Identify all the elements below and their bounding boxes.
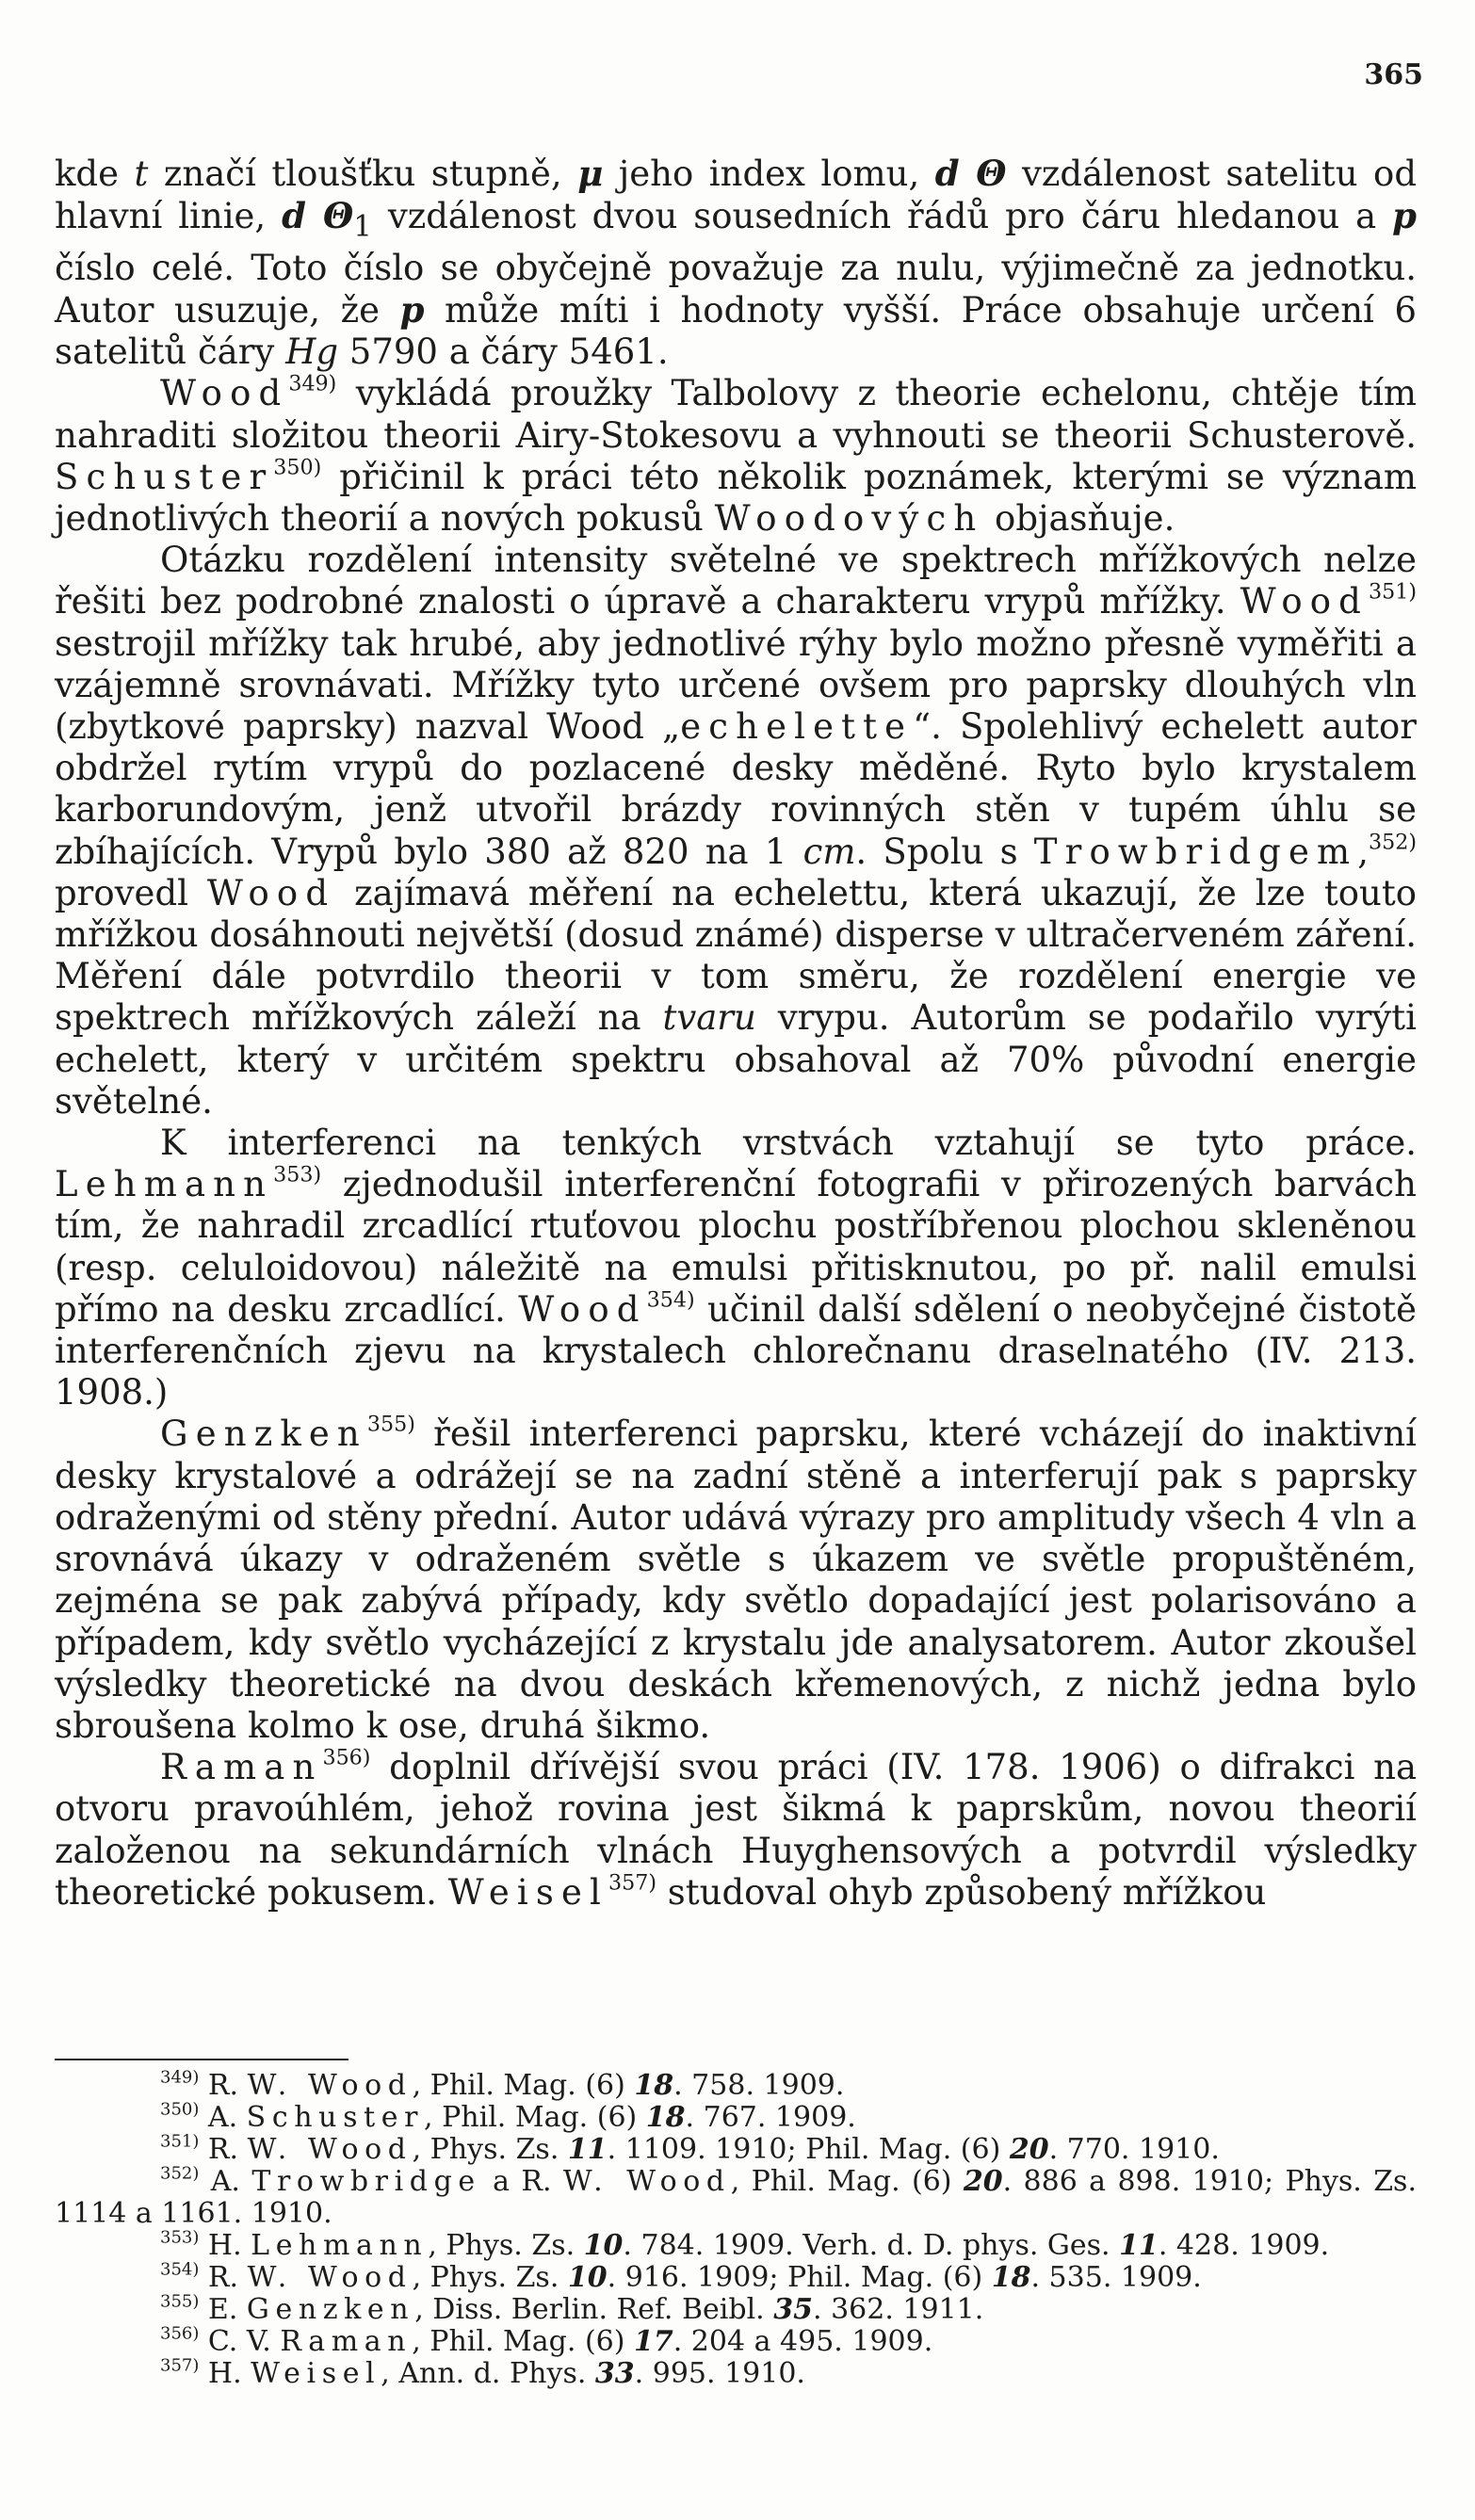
spaced-name: W. Wood — [247, 2261, 413, 2294]
footnote-separator — [55, 2059, 348, 2060]
text-run: R. — [199, 2261, 248, 2294]
text-run: , Diss. Berlin. Ref. Beibl. — [414, 2293, 774, 2326]
text-run: , Phil. Mag. (6) — [730, 2165, 964, 2198]
text-run: může míti i hodnoty vyšší. Práce obsahuje určení 6 satelitů čáry — [55, 290, 1417, 373]
footnote-reference: 356) — [322, 1745, 371, 1770]
text-run: , Phil. Mag. (6) — [424, 2101, 646, 2134]
text-run: a R. — [480, 2165, 563, 2198]
bold-italic-text: 10 — [567, 2261, 608, 2294]
page-number: 365 — [1364, 58, 1423, 91]
text-run: vzdálenost satelitu od hlavní linie, — [55, 153, 1418, 237]
footnote-reference: 351) — [1368, 579, 1417, 605]
spaced-name: Woodových — [714, 498, 984, 540]
text-run: . 535. 1909. — [1030, 2261, 1202, 2294]
text-run: . 758. 1909. — [673, 2069, 845, 2102]
spaced-name: Weisel — [447, 1871, 608, 1913]
text-run: A. — [199, 2165, 252, 2198]
footnote-fn357 — [55, 2355, 1417, 2390]
text-run: , Phys. Zs. — [428, 2229, 584, 2262]
text-run: studoval ohyb způsobený mřížkou — [656, 1871, 1267, 1913]
text-run: zjednodušil interferenční fotografii v přirozených barvách tím, že nahradil zrcadlící rtuťovou plochu postříbřenou plochou skleněnou (resp. celuloidovou) náležitě na emulsi přitisknutou, po př. nalil emulsi přímo na desku zrcadlící. — [55, 1164, 1417, 1330]
spaced-name: W. Wood — [247, 2069, 413, 2102]
bold-italic-text: p — [1392, 195, 1417, 237]
spaced-name: Genzken — [246, 2293, 415, 2326]
text-run: H. — [199, 2229, 251, 2262]
spaced-name: Raman — [280, 2325, 413, 2358]
text-run: vzdálenost dvou sousedních řádů pro čáru hledanou a — [371, 196, 1393, 237]
text-run: C. V. — [199, 2325, 281, 2358]
bold-italic-text: μ — [577, 153, 604, 194]
footnote-fn351 — [55, 2131, 1417, 2166]
footnote-reference: 354) — [646, 1287, 695, 1313]
footnote-reference: 355) — [160, 2291, 200, 2312]
text-run: , Ann. d. Phys. — [381, 2357, 595, 2390]
bold-italic-text: 18 — [645, 2101, 686, 2134]
footnote-fn349 — [55, 2067, 1417, 2102]
footnote-reference: 352) — [160, 2163, 200, 2184]
text-run: doplnil dřívější svou práci (IV. 178. 1906) o difrakci na otvoru pravoúhlém, jehož rovina jest šikmá k paprskům, novou theorií založenou na sekundárních vlnách Huyghensových a potvrdil výsledky theoretické pokusem. — [55, 1747, 1417, 1913]
spaced-name: Wood — [518, 1288, 647, 1330]
text-run: , Phys. Zs. — [412, 2261, 568, 2294]
text-run: vykládá proužky Talbolovy z theorie echelonu, chtěje tím nahraditi složitou theorii Airy-Stokesovu a vyhnouti se theorii Schusterově. — [55, 373, 1417, 456]
footnote-fn356 — [55, 2323, 1417, 2358]
bold-italic-text: 11 — [567, 2133, 608, 2166]
footnote-reference: 353) — [273, 1162, 322, 1187]
footnote-reference: 354) — [160, 2259, 200, 2280]
spaced-name: Wood — [1240, 581, 1369, 622]
spaced-name: Trowbridge — [251, 2165, 481, 2198]
footnote-reference: 351) — [160, 2131, 200, 2152]
text-run: učinil další sdělení o neobyčejné čistotě interferenčních zjevu na krystalech chlorečnanu draselnatého (IV. 213. 1908.) — [55, 1288, 1418, 1413]
footnote-reference: 357) — [608, 1870, 656, 1896]
footnote-reference: 350) — [160, 2099, 200, 2120]
bold-italic-text: 18 — [634, 2069, 674, 2102]
italic-text: cm — [802, 831, 856, 872]
italic-text: tvaru — [662, 997, 756, 1039]
text-run: číslo celé. Toto číslo se obyčejně považuje za nulu, výjimečně za jednotku. Autor usuzuje, že — [55, 247, 1417, 331]
body-text — [55, 153, 1417, 1914]
text-run: . 204 a 495. 1909. — [673, 2325, 933, 2358]
text-run: . 886 a 898. 1910; Phys. Zs. 1114 a 1161. 1910. — [55, 2165, 1417, 2230]
text-run: A. — [199, 2101, 247, 2134]
text-run: , — [1357, 831, 1369, 872]
footnote-fn354 — [55, 2259, 1417, 2294]
paragraph-p5 — [55, 1413, 1417, 1747]
bold-italic-text: 20 — [963, 2165, 1003, 2198]
text-run: vrypu. Autorům se podařilo vyrýti echelett, který v určitém spektru obsahoval až 70% původní energie světelné. — [55, 997, 1417, 1122]
italic-text: t — [134, 153, 149, 194]
spaced-name: echelette — [680, 706, 914, 748]
text-run: přičinil k práci této několik poznámek, kterými se význam jednotlivých theorií a nových pokusů — [55, 456, 1417, 540]
paragraph-p2 — [55, 373, 1417, 540]
spaced-name: W. Wood — [247, 2133, 413, 2166]
text-run: kde — [55, 153, 135, 194]
text-run: R. — [199, 2069, 248, 2102]
text-run: H. — [199, 2357, 251, 2390]
footnote-reference: 349) — [288, 371, 337, 396]
spaced-name: Weisel — [251, 2357, 381, 2390]
bold-italic-text: 10 — [583, 2229, 624, 2262]
text-run: , Phys. Zs. — [412, 2133, 568, 2166]
footnote-reference: 349) — [160, 2067, 200, 2088]
bold-italic-text: d Θ — [282, 195, 354, 237]
text-run: zajímavá měření na echelettu, která ukazují, že lze touto mřížkou dosáhnouti největší (dosud známé) disperse v ultračerveném záření. Měření dále potvrdilo theorii v tom směru, že rozdělení energie ve spektrech mřížkových záleží na — [55, 872, 1417, 1039]
footnote-fn352 — [55, 2163, 1417, 2230]
spaced-name: W. Wood — [562, 2165, 731, 2198]
text-run: sestrojil mřížky tak hrubé, aby jednotlivé rýhy bylo možno přesně vyměřiti a vzájemně srovnávati. Mřížky tyto určené ovšem pro paprsky dlouhých vln (zbytkové paprsky) nazval Wood „ — [55, 622, 1417, 748]
text-run: . 770. 1910. — [1048, 2133, 1220, 2166]
text-run: . 916. 1909; Phil. Mag. (6) — [607, 2261, 992, 2294]
bold-italic-text: 35 — [773, 2293, 813, 2326]
italic-text: Hg — [285, 331, 339, 373]
text-run: . 767. 1909. — [685, 2101, 856, 2134]
text-run: značí tloušťku stupně, — [148, 153, 578, 194]
footnote-reference: 352) — [1368, 830, 1417, 855]
spaced-name: Lehmann — [55, 1164, 274, 1205]
text-run: jeho index lomu, — [603, 153, 935, 194]
subscript: 1 — [353, 209, 372, 244]
text-run: 5790 a čáry 5461. — [338, 331, 669, 373]
bold-italic-text: d Θ — [934, 153, 1007, 194]
text-run: . 995. 1910. — [634, 2357, 805, 2390]
text-run: . 428. 1909. — [1158, 2229, 1330, 2262]
paragraph-p1 — [55, 153, 1417, 373]
spaced-name: Genzken — [160, 1413, 367, 1455]
bold-italic-text: 17 — [633, 2325, 673, 2358]
text-run: . Spolu s — [855, 831, 1034, 872]
bold-italic-text: 33 — [594, 2357, 635, 2390]
text-run: , Phil. Mag. (6) — [412, 2325, 634, 2358]
spaced-name: Schuster — [55, 456, 274, 497]
spaced-name: Schuster — [246, 2101, 425, 2134]
footnotes — [55, 2067, 1417, 2390]
bold-italic-text: 20 — [1009, 2133, 1049, 2166]
paragraph-p3 — [55, 540, 1417, 1123]
footnote-reference: 350) — [273, 455, 322, 480]
text-run: Otázku rozdělení intensity světelné ve spektrech mřížkových nelze řešiti bez podrobné znalosti o úpravě a charakteru vrypů mřížky. — [55, 540, 1417, 622]
footnote-reference: 356) — [160, 2323, 200, 2344]
bold-italic-text: p — [399, 289, 425, 331]
text-run: K interferenci na tenkých vrstvách vztahují se tyto práce. — [160, 1123, 1417, 1164]
paragraph-p4 — [55, 1123, 1417, 1413]
text-run: “. Spolehlivý echelett autor obdržel rytím vrypů do pozlacené desky měděné. Ryto bylo krystalem karborundovým, jenž utvořil brázdy rovinných stěn v tupém úhlu se zbíhajících. Vrypů bylo 380 až 820 na 1 — [55, 706, 1417, 872]
text-run: provedl — [55, 872, 207, 913]
bold-italic-text: 18 — [991, 2261, 1031, 2294]
spaced-name: Lehmann — [251, 2229, 429, 2262]
text-run: . 362. 1911. — [813, 2293, 984, 2326]
spaced-name: Raman — [160, 1747, 323, 1788]
footnote-fn353 — [55, 2227, 1417, 2262]
text-run: . 784. 1909. Verh. d. D. phys. Ges. — [623, 2229, 1120, 2262]
text-run: . 1109. 1910; Phil. Mag. (6) — [607, 2133, 1010, 2166]
footnote-reference: 357) — [160, 2355, 200, 2376]
footnote-reference: 353) — [160, 2227, 200, 2248]
bold-italic-text: 11 — [1119, 2229, 1159, 2262]
paragraph-p6 — [55, 1747, 1417, 1914]
spaced-name: Wood — [206, 872, 336, 913]
footnote-reference: 355) — [366, 1412, 415, 1437]
footnote-fn355 — [55, 2291, 1417, 2326]
text-run: objasňuje. — [983, 498, 1175, 540]
spaced-name: Trowbridgem — [1033, 831, 1358, 872]
text-run: E. — [199, 2293, 247, 2326]
text-run: řešil interferenci paprsku, které vcházejí do inaktivní desky krystalové a odrážejí se na zadní stěně a interferují pak s paprsky odraženými od stěny přední. Autor udává výrazy pro amplitudy všech 4 vln a srovnává úkazy v odraženém světle s úkazem ve světle propuštěném, zejména se pak zabývá případy, kdy světlo dopadající jest polarisováno a případem, kdy světlo vycházející z krystalu jde analysatorem. Autor zkoušel výsledky theoretické na dvou deskách křemenových, z nichž jedna bylo sbroušena kolmo k ose, druhá šikmo. — [55, 1413, 1417, 1746]
spaced-name: Wood — [160, 373, 289, 414]
text-run: R. — [199, 2133, 248, 2166]
text-run: , Phil. Mag. (6) — [412, 2069, 635, 2102]
footnote-fn350 — [55, 2099, 1417, 2134]
